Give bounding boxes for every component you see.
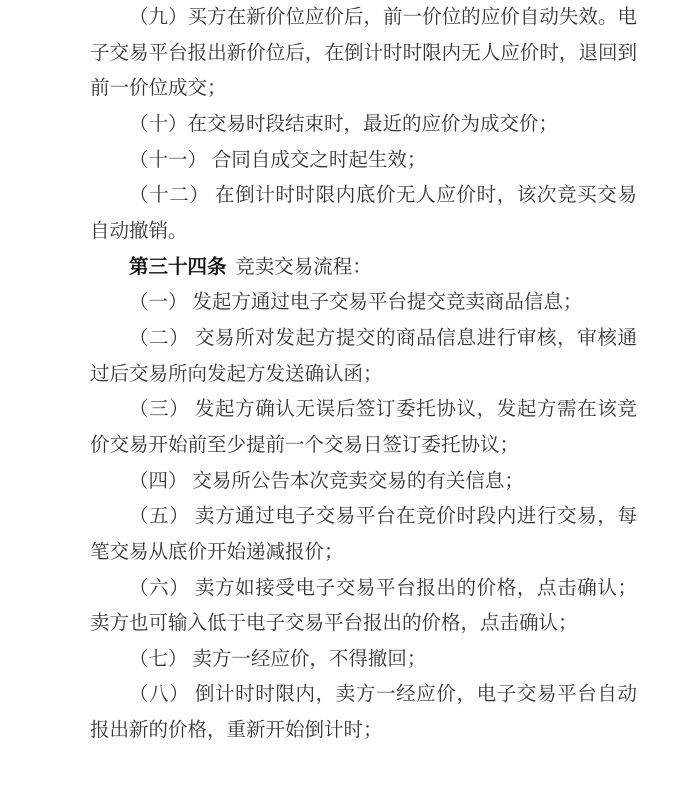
clause-12: （十二） 在倒计时时限内底价无人应价时，该次竞买交易自动撤销。: [90, 185, 637, 242]
clause-9: （九）买方在新价位应价后，前一价位的应价自动失效。电子交易平台报出新价位后，在倒计时时限内无人应价时，退回到前一价位成交；: [90, 7, 637, 100]
clause-10: （十）在交易时段结束时，最近的应价为成交价；: [129, 113, 559, 135]
flow-step-8: （八） 倒计时时限内，卖方一经应价，电子交易平台自动报出新的价格，重新开始倒计时；: [90, 684, 637, 742]
flow-step-6: （六） 卖方如接受电子交易平台报出的价格，点击确认；卖方也可输入低于电子交易平台报出的价格，点击确认；: [90, 577, 637, 635]
flow-step-5: （五） 卖方通过电子交易平台在竞价时段内进行交易，每笔交易从底价开始递减报价；: [90, 506, 637, 563]
flow-step-4: （四） 交易所公告本次竞卖交易的有关信息；: [129, 470, 524, 492]
flow-step-7: （七） 卖方一经应价，不得撤回；: [129, 648, 427, 670]
flow-step-3: （三） 发起方确认无误后签订委托协议，发起方需在该竞价交易开始前至少提前一个交易日签订委托协议；: [90, 399, 637, 456]
clause-11: （十一） 合同自成交之时起生效；: [129, 149, 427, 171]
article-number: 第三十四条: [129, 256, 227, 278]
flow-step-2: （二） 交易所对发起方提交的商品信息进行审核，审核通过后交易所向发起方发送确认函；: [90, 327, 637, 385]
flow-step-1: （一） 发起方通过电子交易平台提交竞卖商品信息；: [129, 292, 583, 314]
article-title: 竞卖交易流程：: [230, 256, 372, 278]
article-34-heading: [90, 250, 637, 286]
